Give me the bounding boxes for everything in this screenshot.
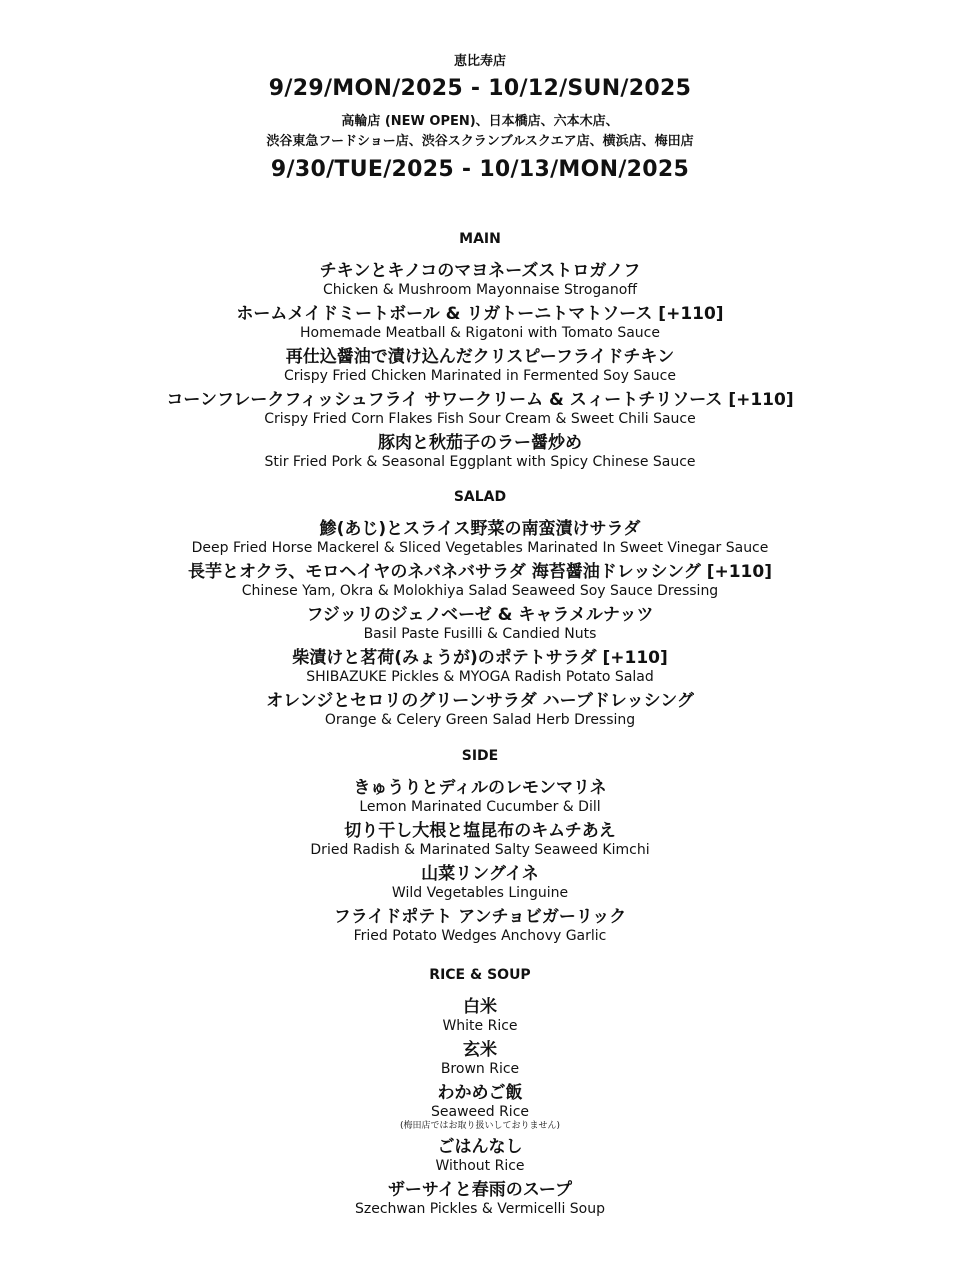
item-name-jp: ザーサイと春雨のスープ [387, 1180, 573, 1200]
item-note: (梅田店ではお取り扱いしておりません) [399, 1121, 561, 1131]
item-name-en: Orange & Celery Green Salad Herb Dressing [324, 712, 636, 728]
item-name-en: Deep Fried Horse Mackerel & Sliced Vegetables Marinated In Sweet Vinegar Sauce [191, 540, 769, 556]
menu-item [0, 604, 960, 643]
menu-item [0, 561, 960, 600]
item-name-en: Chinese Yam, Okra & Molokhiya Salad Seaweed Soy Sauce Dressing [241, 583, 719, 599]
item-name-jp: フライドポテト アンチョビガーリック [333, 907, 627, 927]
item-name-jp: 白米 [463, 997, 497, 1017]
item-name-jp: きゅうりとディルのレモンマリネ [353, 778, 607, 798]
menu-item [0, 432, 960, 471]
item-name-en: Wild Vegetables Linguine [391, 885, 569, 901]
item-name-jp: ホームメイドミートボール & リガトーニトマトソース [+110] [236, 304, 724, 324]
item-name-jp: 鯵(あじ)とスライス野菜の南蛮漬けサラダ [319, 519, 641, 539]
item-name-jp: 柴漬けと茗荷(みょうが)のポテトサラダ [+110] [292, 648, 668, 668]
menu-item [0, 647, 960, 686]
item-name-en: Crispy Fried Chicken Marinated in Fermented Soy Sauce [284, 368, 676, 384]
store-name-ebisu: 恵比寿店 [453, 54, 506, 69]
section-title-rice-soup: RICE & SOUP [429, 967, 531, 983]
item-name-en: Dried Radish & Marinated Salty Seaweed Kimchi [310, 842, 650, 858]
section-title-main: MAIN [459, 231, 501, 247]
menu-item [0, 690, 960, 729]
menu-item [0, 863, 960, 902]
item-name-jp: チキンとキノコのマヨネーズストロガノフ [319, 261, 641, 281]
item-name-jp: 再仕込醤油で漬け込んだクリスピーフライドチキン [285, 347, 675, 367]
item-name-jp: オレンジとセロリのグリーンサラダ ハーブドレッシング [266, 691, 694, 711]
item-name-jp: 切り干し大根と塩昆布のキムチあえ [344, 821, 616, 841]
menu-item [0, 820, 960, 859]
section-title-side: SIDE [461, 748, 499, 764]
section-title-salad: SALAD [453, 489, 507, 505]
item-name-en: Seaweed Rice [430, 1104, 530, 1120]
item-name-en: Lemon Marinated Cucumber & Dill [359, 799, 601, 815]
item-name-jp: わかめご飯 [437, 1083, 523, 1103]
item-name-jp: 長芋とオクラ、モロヘイヤのネバネバサラダ 海苔醤油ドレッシング [+110] [188, 562, 772, 582]
section-main [0, 230, 960, 475]
menu-item [0, 1082, 960, 1132]
menu-item [0, 260, 960, 299]
section-rice-soup [0, 966, 960, 1222]
item-name-jp: ごはんなし [437, 1137, 523, 1157]
item-name-jp: フジッリのジェノベーゼ & キャラメルナッツ [306, 605, 654, 625]
date-range-other-stores: 9/30/TUE/2025 - 10/13/MON/2025 [270, 157, 690, 182]
menu-item [0, 303, 960, 342]
menu-item [0, 777, 960, 816]
section-salad [0, 488, 960, 733]
item-name-en: Without Rice [435, 1158, 525, 1174]
menu-item [0, 996, 960, 1035]
item-name-en: Stir Fried Pork & Seasonal Eggplant with Spicy Chinese Sauce [264, 454, 696, 470]
date-range-ebisu: 9/29/MON/2025 - 10/12/SUN/2025 [268, 76, 692, 101]
item-name-en: Szechwan Pickles & Vermicelli Soup [355, 1201, 605, 1217]
menu-item [0, 1179, 960, 1218]
menu-item [0, 1136, 960, 1175]
item-name-en: Brown Rice [440, 1061, 520, 1077]
item-name-en: SHIBAZUKE Pickles & MYOGA Radish Potato Salad [306, 669, 654, 685]
item-name-en: White Rice [442, 1018, 518, 1034]
item-name-en: Homemade Meatball & Rigatoni with Tomato Sauce [300, 325, 660, 341]
item-name-jp: 玄米 [463, 1040, 497, 1060]
menu-item [0, 346, 960, 385]
item-name-jp: 豚肉と秋茄子のラー醤炒め [378, 433, 582, 453]
item-name-en: Basil Paste Fusilli & Candied Nuts [363, 626, 597, 642]
store-names-line2: 渋谷東急フードショー店、渋谷スクランブルスクエア店、横浜店、梅田店 [266, 134, 694, 149]
section-side [0, 747, 960, 949]
item-name-en: Fried Potato Wedges Anchovy Garlic [353, 928, 607, 944]
menu-item [0, 518, 960, 557]
item-name-en: Crispy Fried Corn Flakes Fish Sour Cream & Sweet Chili Sauce [264, 411, 696, 427]
menu-item [0, 906, 960, 945]
item-name-jp: コーンフレークフィッシュフライ サワークリーム & スィートチリソース [+110] [166, 390, 794, 410]
menu-item [0, 389, 960, 428]
item-name-en: Chicken & Mushroom Mayonnaise Stroganoff [323, 282, 637, 298]
item-name-jp: 山菜リングイネ [421, 864, 539, 884]
menu-item [0, 1039, 960, 1078]
store-names-line1: 高輪店 (NEW OPEN)、日本橋店、六本木店、 [341, 114, 619, 129]
